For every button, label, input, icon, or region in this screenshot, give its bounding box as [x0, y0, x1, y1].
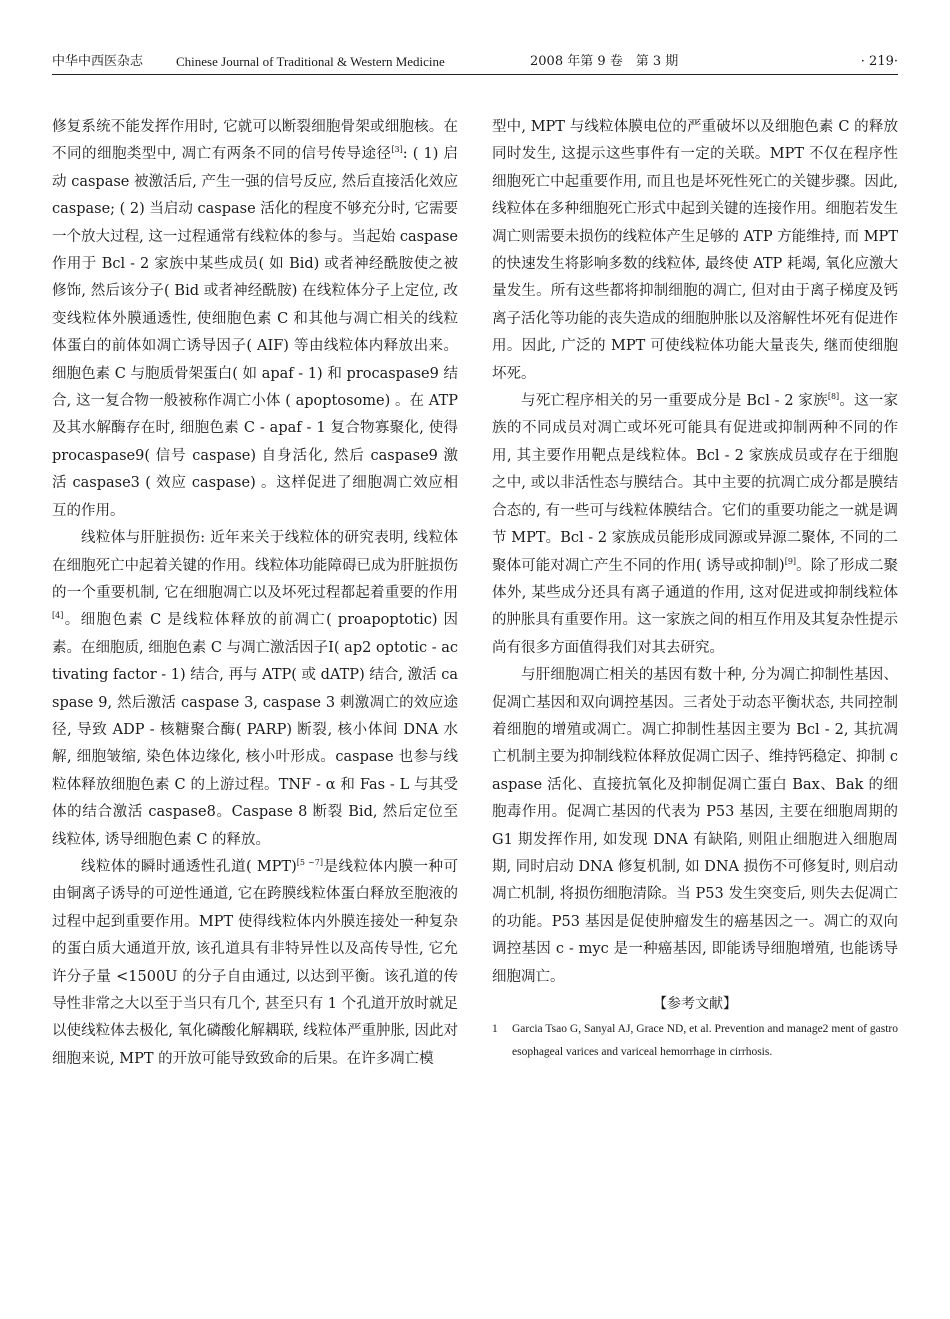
- paragraph-text: 线粒体的瞬时通透性孔道( MPT): [81, 858, 297, 875]
- right-column-body: [492, 114, 898, 991]
- paragraph-text: 与肝细胞凋亡相关的基因有数十种, 分为凋亡抑制性基因、促凋亡基因和双向调控基因。三者处于动态平衡状态, 共同控制着细胞的增殖或凋亡。凋亡抑制性基因主要为 Bcl - 2, 其抗凋亡机制主要为抑制线粒体释放促凋亡因子、维持钙稳定、抑制 caspase 活化、直接抗氧化及抑制促凋亡蛋白 Bax、Bak 的细胞毒作用。促凋亡基因的代表为 P53 基因, 主要在细胞周期的 G1 期发挥作用, 如发现 DNA 有缺陷, 则阻止细胞进入细胞周期, 同时启动 DNA 修复机制, 如 DNA 损伤不可修复时, 则启动凋亡机制, 将损伤细胞清除。当 P53 发生突变后, 则失去促凋亡的功能。P53 基因是促使肿瘤发生的癌基因之一。凋亡的双向调控基因 c - myc 是一种癌基因, 即能诱导细胞增殖, 也能诱导细胞凋亡。: [492, 667, 898, 985]
- journal-name-en: Chinese Journal of Traditional & Western Medicine: [176, 54, 445, 69]
- citation-marker: [3]: [391, 145, 403, 155]
- paragraph-text: 与死亡程序相关的另一重要成分是 Bcl - 2 家族: [521, 393, 828, 410]
- left-column: [52, 114, 458, 1073]
- reference-text: Garcia Tsao G, Sanyal AJ, Grace ND, et al. Prevention and manage2 ment of gastroesophageal varices and variceal hemorrhage in cirrhosis.: [512, 1023, 898, 1059]
- reference-number: 1: [492, 1023, 498, 1036]
- citation-marker: [9]: [784, 556, 797, 566]
- running-header: [52, 52, 898, 72]
- journal-name-cn: 中华中西医杂志: [52, 54, 144, 69]
- paragraph-text: 是线粒体内膜一种可由铜离子诱导的可逆性通道, 它在跨膜线粒体蛋白释放至胞液的过程中起到重要作用。MPT 使得线粒体内外膜连接处一种复杂的蛋白质大通道开放, 该孔道具有非特异性以及高传导性, 它允许分子量 <1500U 的分子自由通过, 以达到平衡。该孔道的传导性非常之大以至于当只有几个, 甚至只有 1 个孔道开放时就足以使线粒体去极化, 氧化磷酸化解耦联, 线粒体严重肿胀, 因此对细胞来说, MPT 的开放可能导致致命的后果。在许多凋亡模: [52, 858, 459, 1067]
- paragraph: [492, 114, 898, 388]
- header-rule: [52, 74, 898, 75]
- issue-info: 2008 年第 9 卷 第 3 期: [530, 54, 679, 69]
- paragraph: [52, 525, 458, 854]
- paragraph-text: 线粒体与肝脏损伤: 近年来关于线粒体的研究表明, 线粒体在细胞死亡中起着关键的作用。线粒体功能障碍已成为肝脏损伤的一个重要机制, 它在细胞凋亡以及坏死过程都起着重要的作用: [52, 530, 458, 601]
- references-heading: 【参考文献】: [653, 996, 737, 1012]
- page-number: · 219·: [860, 54, 898, 69]
- paragraph-text: 。除了形成二聚体外, 某些成分还具有离子通道的作用, 这对促进或抑制线粒体的肿胀具有重要作用。这一家族之间的相互作用及其复杂性提示尚有很多方面值得我们对其去研究。: [492, 557, 899, 656]
- paragraph-text: 。细胞色素 C 是线粒体释放的前凋亡( proapoptotic) 因素。在细胞质, 细胞色素 C 与凋亡激活因子Ⅰ( ap2 optotic - activating factor - 1) 结合, 再与 ATP( 或 dATP) 结合, 激活 caspase 9, 然后激活 caspase 3, caspase 3 刺激凋亡的效应途径, 导致 ADP - 核糖聚合酶( PARP) 断裂, 核小体间 DNA 水解, 细胞皱缩, 染色体边缘化, 核小叶形成。caspase 也参与线粒体释放细胞色素 C 的上游过程。TNF - α 和 Fas - L 与其受体的结合激活 caspase8。Caspase 8 断裂 Bid, 然后定位至线粒体, 诱导细胞色素 C 的释放。: [52, 612, 458, 848]
- citation-marker: [8]: [827, 392, 840, 402]
- paragraph: [52, 114, 458, 525]
- paragraph-text: 型中, MPT 与线粒体膜电位的严重破坏以及细胞色素 C 的释放同时发生, 这提示这些事件有一定的关联。MPT 不仅在程序性细胞死亡中起重要作用, 而且也是坏死性死亡的关键步骤。因此, 线粒体在多种细胞死亡形式中起到关键的连接作用。细胞若发生凋亡则需要未损伤的线粒体产生足够的 ATP 方能维持, 而 MPT 的快速发生将影响多数的线粒体, 最终使 ATP 耗竭, 氧化应激大量发生。所有这些都将抑制细胞的凋亡, 但对由于离子梯度及钙离子活化等功能的丧失造成的细胞肿胀以及溶解性坏死有促进作用。因此, 广泛的 MPT 可使线粒体功能大量丧失, 继而使细胞坏死。: [492, 119, 898, 382]
- citation-marker: [4]: [52, 611, 64, 621]
- reference-list: [492, 1018, 898, 1064]
- citation-marker: [5 ~7]: [296, 858, 323, 868]
- paragraph: [492, 662, 898, 991]
- paragraph: [492, 388, 898, 662]
- paragraph-text: 。这一家族的不同成员对凋亡或坏死可能具有促进或抑制两种不同的作用, 其主要作用靶点是线粒体。Bcl - 2 家族成员或存在于细胞之中, 或以非活性态与膜结合。其中主要的抗凋亡成分都是膜结合态的, 有一些可与线粒体膜结合。它们的重要功能之一就是调节 MPT。Bcl - 2 家族成员能形成同源或异源二聚体, 不同的二聚体可能对凋亡产生不同的作用( 诱导或抑制): [492, 393, 898, 574]
- reference-item: [492, 1018, 898, 1064]
- paragraph: [52, 854, 458, 1073]
- paragraph-text: : ( 1) 启动 caspase 被激活后, 产生一强的信号反应, 然后直接活化效应 caspase; ( 2) 当启动 caspase 活化的程度不够充分时, 它需要一个放大过程, 这一过程通常有线粒体的参与。当起始 caspase 作用于 Bcl - 2 家族中某些成员( 如 Bid) 或者神经酰胺使之被修饰, 然后该分子( Bid 或者神经酰胺) 在线粒体分子上定位, 改变线粒体外膜通透性, 使细胞色素 C 和其他与凋亡相关的线粒体蛋白的前体如凋亡诱导因子( AIF) 等由线粒体内释放出来。细胞色素 C 与胞质骨架蛋白( 如 apaf - 1) 和 procaspase9 结合, 这一复合物一般被称作凋亡小体 ( apoptosome) 。在 ATP 及其水解酶存在时, 细胞色素 C - apaf - 1 复合物寡聚化, 使得 procaspase9( 信号 caspase) 自身活化, 然后 caspase9 激活 caspase3 ( 效应 caspase) 。这样促进了细胞凋亡效应相互的作用。: [52, 146, 458, 519]
- right-column: [492, 114, 898, 1064]
- paragraph-text: 修复系统不能发挥作用时, 它就可以断裂细胞骨架或细胞核。在不同的细胞类型中, 凋亡有两条不同的信号传导途径: [52, 119, 458, 163]
